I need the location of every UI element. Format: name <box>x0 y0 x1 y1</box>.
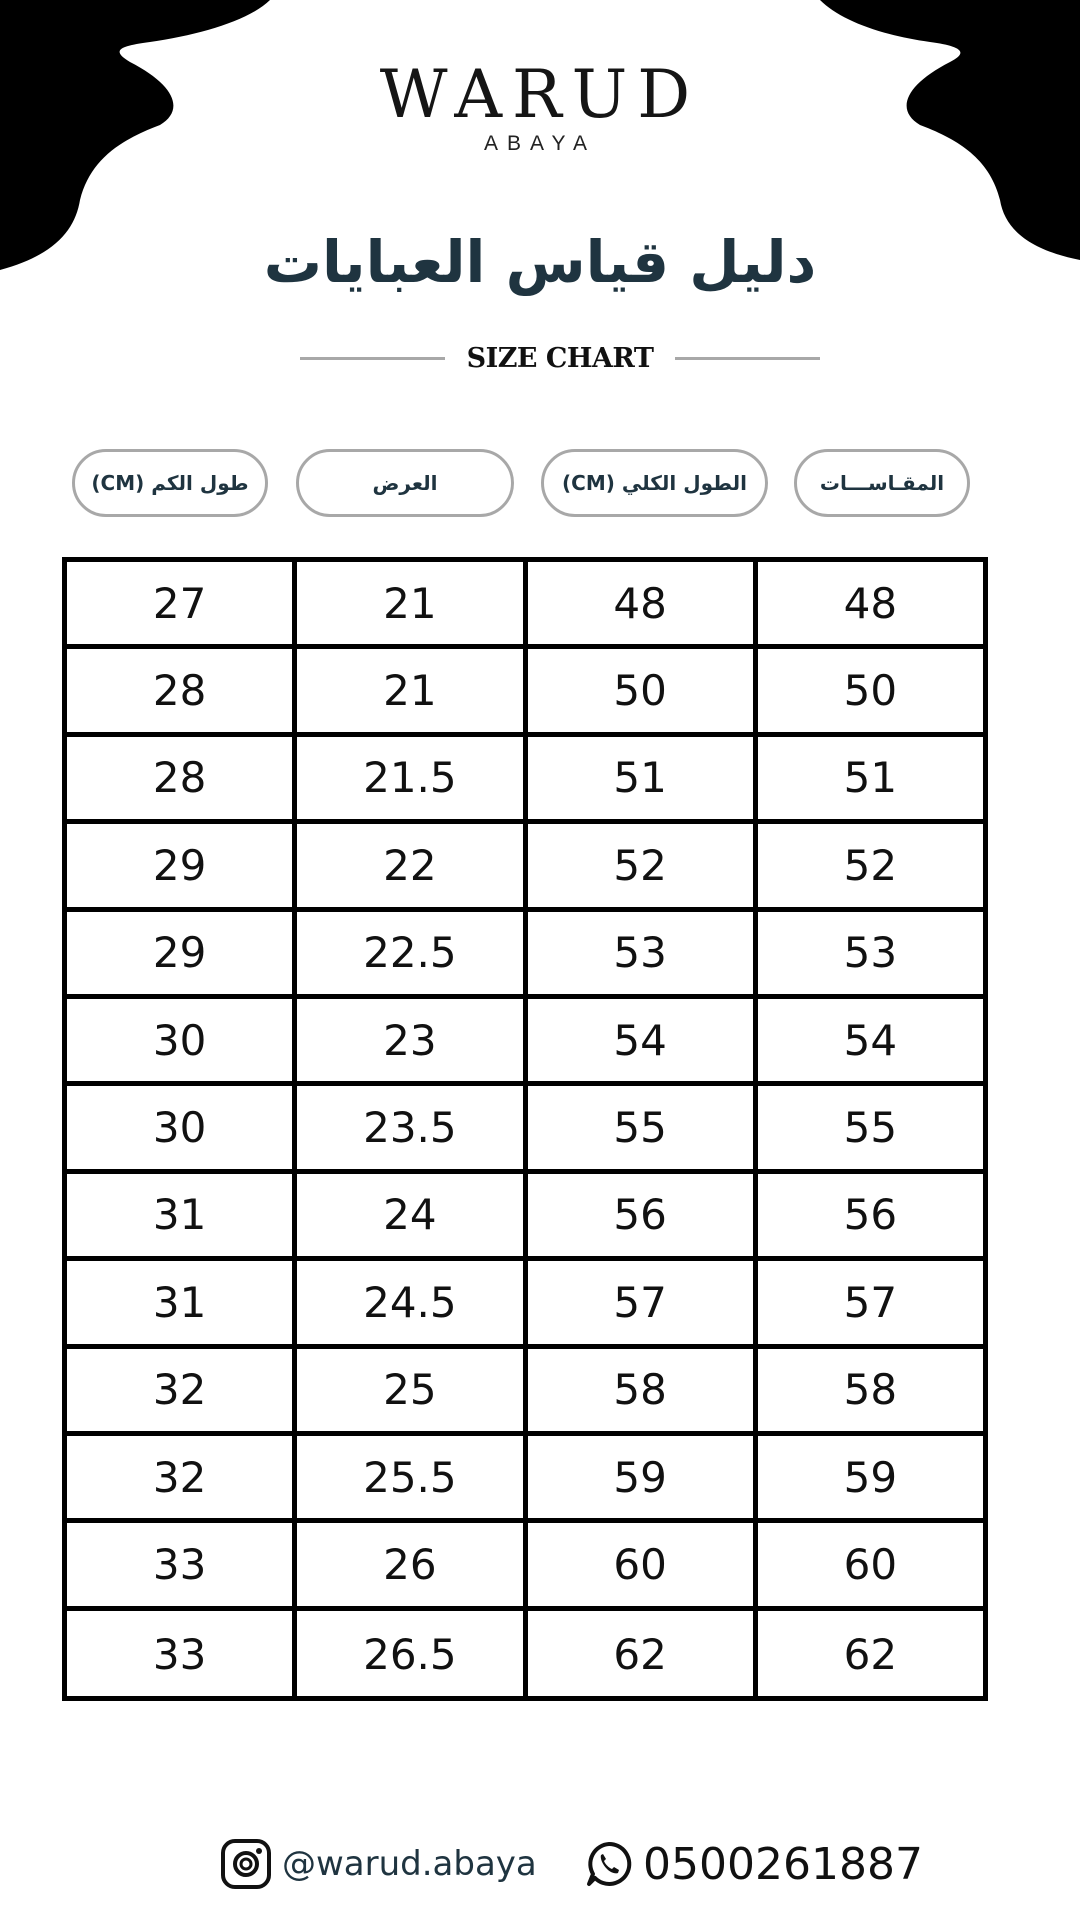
table-cell: 62 <box>843 1629 898 1679</box>
table-cell: 31 <box>67 1174 297 1256</box>
size-table <box>62 557 988 1701</box>
table-cell: 29 <box>67 824 297 906</box>
table-row <box>67 999 983 1086</box>
table-cell: 59 <box>843 1452 898 1502</box>
table-row <box>67 1261 983 1348</box>
page-title: دليل قياس العبايات <box>263 228 817 296</box>
table-cell: 51 <box>528 737 758 819</box>
table-cell: 22.5 <box>297 912 527 994</box>
table-cell: 55 <box>843 1103 898 1153</box>
size-chart-label: SIZE CHART <box>466 342 654 374</box>
divider-right <box>675 357 820 360</box>
instagram-icon <box>220 1838 272 1890</box>
table-cell: 56 <box>528 1174 758 1256</box>
table-cell: 24 <box>297 1174 527 1256</box>
table-cell: 53 <box>843 928 898 978</box>
table-cell: 24.5 <box>297 1261 527 1343</box>
table-cell: 28 <box>67 649 297 731</box>
subtitle-row <box>300 338 820 378</box>
table-cell: 32 <box>67 1436 297 1518</box>
table-cell: 60 <box>528 1523 758 1605</box>
table-cell: 33 <box>67 1523 297 1605</box>
table-cell: 25 <box>297 1349 527 1431</box>
table-cell: 50 <box>843 666 898 716</box>
table-cell: 27 <box>67 562 297 644</box>
table-row <box>67 1086 983 1173</box>
table-cell: 21 <box>297 562 527 644</box>
table-cell: 21 <box>297 649 527 731</box>
table-cell: 53 <box>528 912 758 994</box>
table-cell: 60 <box>843 1539 898 1589</box>
table-cell: 56 <box>843 1190 898 1240</box>
whatsapp-icon <box>585 1840 633 1888</box>
table-cell: 57 <box>528 1261 758 1343</box>
table-cell: 21.5 <box>297 737 527 819</box>
table-row <box>67 1349 983 1436</box>
table-cell: 29 <box>67 912 297 994</box>
header-sleeve-length: طول الكم (CM) <box>72 449 268 517</box>
header-width: العرض <box>296 449 514 517</box>
table-cell: 32 <box>67 1349 297 1431</box>
table-row <box>67 1523 983 1610</box>
table-cell: 25.5 <box>297 1436 527 1518</box>
phone-contact[interactable] <box>585 1832 923 1896</box>
table-row <box>67 1611 983 1698</box>
table-row <box>67 1436 983 1523</box>
table-cell: 31 <box>67 1261 297 1343</box>
table-cell: 33 <box>67 1611 297 1698</box>
column-headers <box>72 449 972 521</box>
brand-subtitle: ABAYA <box>484 132 596 155</box>
table-cell: 48 <box>843 578 898 628</box>
table-cell: 30 <box>67 999 297 1081</box>
instagram-handle: @warud.abaya <box>282 1844 537 1884</box>
table-cell: 52 <box>528 824 758 906</box>
footer <box>0 1832 1080 1896</box>
table-cell: 59 <box>528 1436 758 1518</box>
table-cell: 52 <box>843 840 898 890</box>
instagram-contact[interactable] <box>220 1832 537 1896</box>
table-cell: 55 <box>528 1086 758 1168</box>
table-row <box>67 649 983 736</box>
phone-number: 0500261887 <box>643 1838 923 1890</box>
table-cell: 23 <box>297 999 527 1081</box>
table-row <box>67 1174 983 1261</box>
table-cell: 62 <box>528 1611 758 1698</box>
divider-left <box>300 357 445 360</box>
table-cell: 51 <box>843 753 898 803</box>
table-row <box>67 912 983 999</box>
table-cell: 28 <box>67 737 297 819</box>
brand-logo <box>0 56 1080 156</box>
table-cell: 54 <box>528 999 758 1081</box>
table-cell: 54 <box>843 1015 898 1065</box>
table-row <box>67 824 983 911</box>
brand-name: WARUD <box>379 56 701 133</box>
table-cell: 50 <box>528 649 758 731</box>
table-cell: 57 <box>843 1277 898 1327</box>
table-cell: 30 <box>67 1086 297 1168</box>
table-cell: 48 <box>528 562 758 644</box>
table-row <box>67 737 983 824</box>
table-cell: 58 <box>843 1365 898 1415</box>
table-cell: 26 <box>297 1523 527 1605</box>
table-row <box>67 562 983 649</box>
table-cell: 22 <box>297 824 527 906</box>
header-total-length: الطول الكلي (CM) <box>541 449 768 517</box>
table-cell: 23.5 <box>297 1086 527 1168</box>
table-cell: 26.5 <box>297 1611 527 1698</box>
table-cell: 58 <box>528 1349 758 1431</box>
header-sizes: المقـاســـات <box>794 449 970 517</box>
